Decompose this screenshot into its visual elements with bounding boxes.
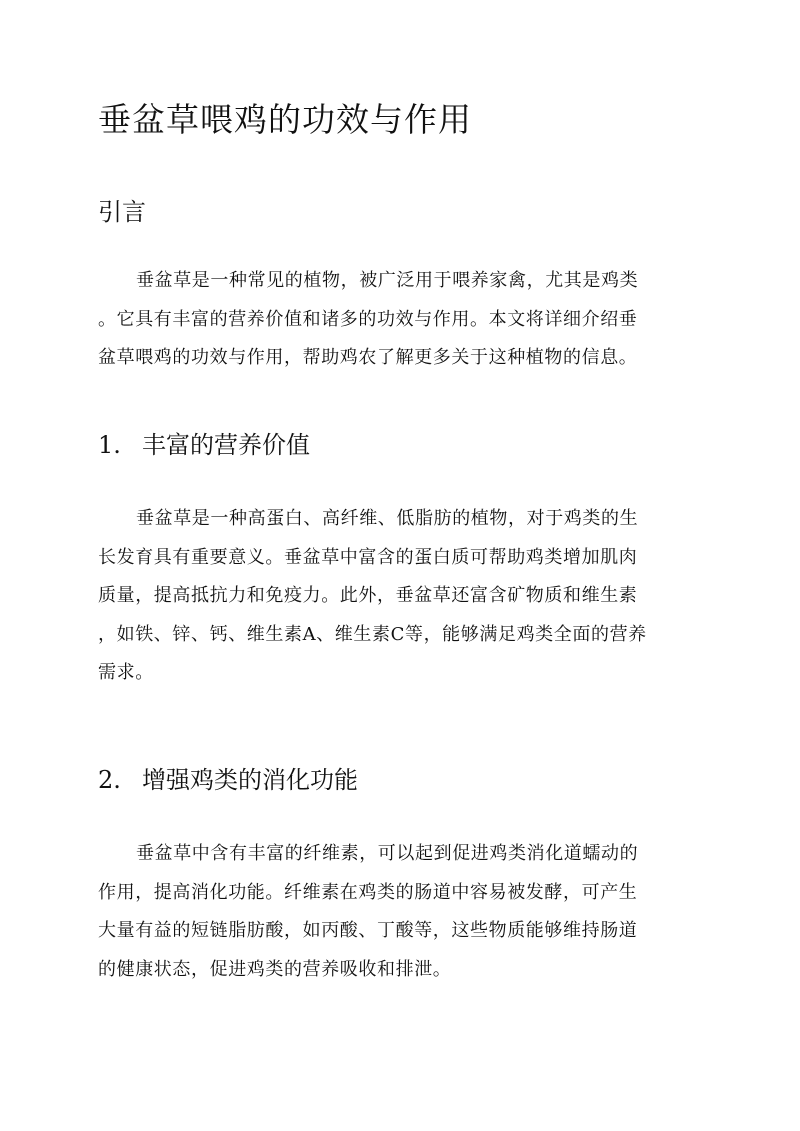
paragraph-line: 长发育具有重要意义。垂盆草中富含的蛋白质可帮助鸡类增加肌肉: [98, 546, 638, 568]
section-heading-1: [98, 425, 310, 465]
section-2-paragraph: [98, 835, 702, 989]
section-number: 2.: [98, 766, 121, 794]
section-number: 1.: [98, 431, 121, 459]
intro-heading: 引言: [98, 198, 146, 226]
intro-paragraph: [98, 262, 702, 378]
paragraph-line: 大量有益的短链脂肪酸，如丙酸、丁酸等，这些物质能够维持肠道: [98, 920, 638, 941]
paragraph-line: 需求。: [98, 662, 154, 683]
section-heading-text: 增强鸡类的消化功能: [142, 766, 358, 794]
paragraph-line: 。它具有丰富的营养价值和诸多的功效与作用。本文将详细介绍垂: [98, 308, 638, 330]
section-1-paragraph: [98, 500, 702, 693]
paragraph-line: 的健康状态，促进鸡类的营养吸收和排泄。: [98, 958, 452, 980]
section-heading-text: 丰富的营养价值: [142, 431, 310, 459]
paragraph-line: 垂盆草中含有丰富的纤维素，可以起到促进鸡类消化道蠕动的: [136, 843, 639, 864]
paragraph-line: 盆草喂鸡的功效与作用，帮助鸡农了解更多关于这种植物的信息。: [98, 347, 638, 368]
section-heading-2: [98, 760, 358, 800]
paragraph-line: 垂盆草是一种高蛋白、高纤维、低脂肪的植物，对于鸡类的生: [136, 508, 639, 529]
document-title: 垂盆草喂鸡的功效与作用: [98, 100, 472, 139]
paragraph-line: 作用，提高消化功能。纤维素在鸡类的肠道中容易被发酵，可产生: [98, 881, 638, 903]
paragraph-line: 质量，提高抵抗力和免疫力。此外，垂盆草还富含矿物质和维生素: [98, 585, 638, 606]
paragraph-line: 垂盆草是一种常见的植物，被广泛用于喂养家禽，尤其是鸡类: [136, 270, 639, 291]
paragraph-line: ，如铁、锌、钙、维生素A、维生素C等，能够满足鸡类全面的营养: [98, 623, 647, 645]
